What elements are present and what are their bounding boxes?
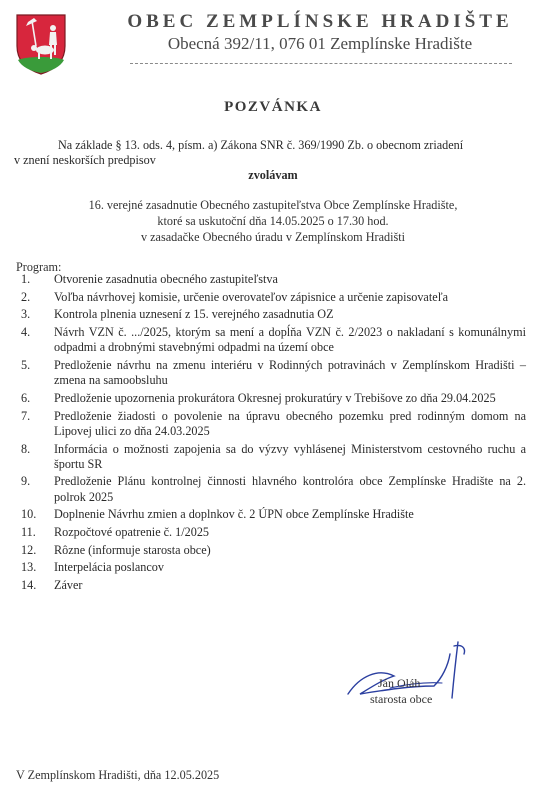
document-title: POZVÁNKA (224, 99, 322, 115)
program-list (0, 272, 546, 596)
program-item-text: Otvorenie zasadnutia obecného zastupiteľstva (54, 272, 278, 286)
program-item-number: 12. (21, 542, 37, 557)
signatory-role: starosta obce (370, 692, 433, 706)
program-item-number: 14. (21, 578, 37, 593)
coat-of-arms-icon (14, 12, 68, 76)
header-divider (130, 63, 512, 64)
program-item-number: 6. (21, 390, 31, 405)
program-item (0, 525, 526, 540)
program-item-text: Rozpočtové opatrenie č. 1/2025 (54, 525, 210, 540)
program-item (0, 442, 526, 472)
program-item-text: Návrh VZN č. .../2025, ktorým sa mení a dopĺňa VZN č. 2/2023 o nakladaní s komunálnymi odpadmi a drobnými stavebnými odpadmi na území obce (54, 325, 526, 355)
program-item-text: Kontrola plnenia uznesení z 15. verejného zasadnutia OZ (54, 307, 334, 322)
program-item-text: Interpelácia poslancov (54, 560, 164, 575)
program-item-text: Voľba návrhovej komisie, určenie overovateľov zápisnice a určenie zapisovateľa (54, 289, 448, 304)
program-item (0, 272, 526, 287)
program-item-text: Doplnenie Návrhu zmien a doplnkov č. 2 ÚPN obce Zemplínske Hradište (54, 507, 414, 522)
legal-basis-line-1: Na základe § 13. ods. 4, písm. a) Zákona SNR č. 369/1990 Zb. o obecnom zriadení (58, 138, 464, 152)
municipality-address: Obecná 392/11, 076 01 Zemplínske Hradište (167, 34, 473, 53)
program-item-number: 4. (21, 325, 31, 340)
program-item-number: 11. (21, 525, 36, 540)
program-item-text: Záver (54, 578, 83, 593)
program-item (0, 474, 526, 504)
meeting-line-1: 16. verejné zasadnutie Obecného zastupiteľstva Obce Zemplínske Hradište, (88, 198, 458, 212)
program-item-text: Predloženie návrhu na zmenu interiéru v Rodinných potravinách v Zemplínskom Hradišti – zmena na samoobsluhu (54, 358, 526, 388)
program-item (0, 325, 526, 355)
municipality-name: OBEC ZEMPLÍNSKE HRADIŠTE (127, 11, 513, 32)
meeting-line-2: ktoré sa uskutoční dňa 14.05.2025 o 17.30 hod. (157, 214, 389, 228)
meeting-line-3: v zasadačke Obecného úradu v Zemplínskom Hradišti (141, 230, 405, 244)
program-item-number: 5. (21, 358, 31, 373)
program-item-number: 13. (21, 560, 37, 575)
program-item (0, 543, 526, 558)
program-item-number: 9. (21, 474, 31, 489)
program-item-number: 1. (21, 272, 31, 286)
program-item (0, 409, 526, 439)
program-item-text: Informácia o možnosti zapojenia sa do výzvy vyhlásenej Ministerstvom cestovného ruchu a športu SR (54, 441, 526, 471)
convening-verb: zvolávam (248, 168, 298, 182)
program-item-number: 10. (21, 507, 37, 522)
program-item-text: Rôzne (informuje starosta obce) (54, 542, 211, 557)
program-item-text: Predloženie upozornenia prokurátora Okresnej prokuratúry v Trebišove zo dňa 29.04.2025 (54, 390, 496, 405)
meeting-details (0, 197, 546, 245)
program-item (0, 560, 526, 575)
program-item-number: 8. (21, 441, 31, 456)
program-item (0, 307, 526, 322)
program-label: Program: (16, 260, 62, 274)
program-item-text: Predloženie žiadosti o povolenie na úpravu obecného pozemku pred rodinným domom na Lipovej ulici zo dňa 24.03.2025 (54, 408, 526, 438)
program-item (0, 507, 526, 522)
place-and-date: V Zemplínskom Hradišti, dňa 12.05.2025 (16, 768, 220, 782)
legal-basis-paragraph (14, 138, 524, 168)
program-item-number: 7. (21, 408, 31, 423)
program-item (0, 290, 526, 305)
program-item-number: 3. (21, 307, 31, 322)
program-item-number: 2. (21, 289, 31, 304)
program-item (0, 358, 526, 388)
program-item (0, 391, 526, 406)
program-item-text: Predloženie Plánu kontrolnej činnosti hlavného kontrolóra obce Zemplínske Hradište na 2. polrok 2025 (54, 474, 526, 504)
signatory-name: Ján Oláh (378, 676, 421, 690)
legal-basis-line-2: v znení neskorších predpisov (14, 153, 156, 167)
program-item (0, 578, 526, 593)
